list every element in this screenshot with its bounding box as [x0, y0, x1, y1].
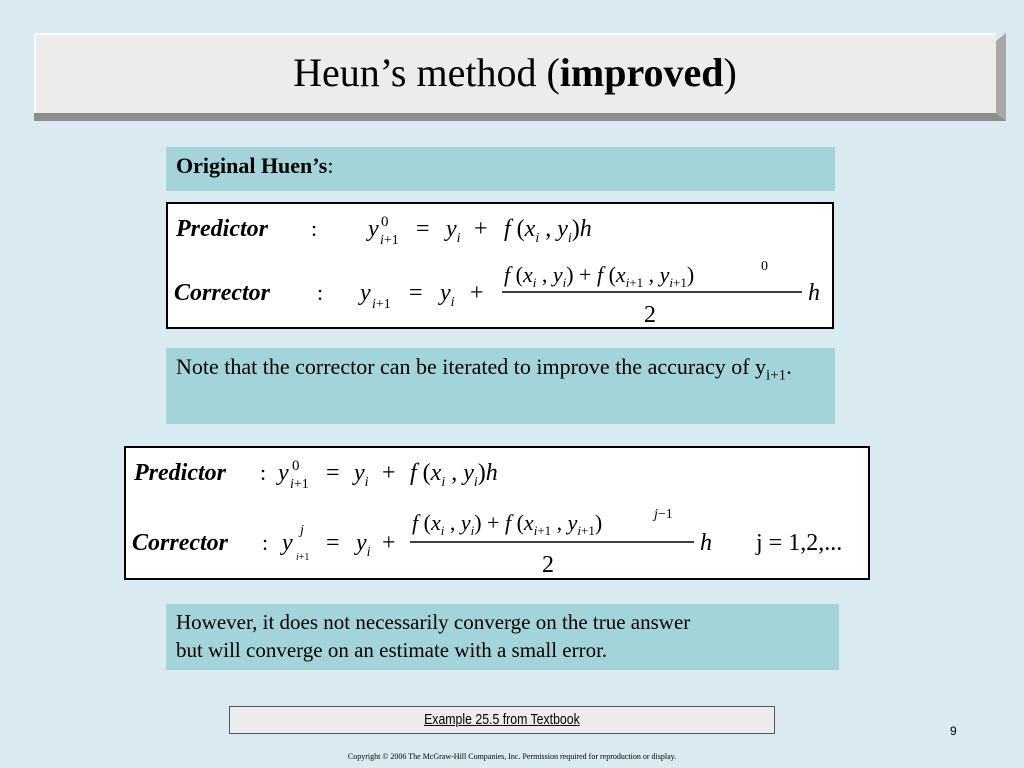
corr-plus: +	[470, 280, 484, 306]
page-title	[34, 33, 996, 113]
note-box	[166, 348, 835, 424]
corr2-h: h	[700, 530, 712, 556]
j-range: j = 1,2,...	[756, 530, 843, 556]
predictor-label-2: Predictor	[134, 460, 226, 486]
corr-h: h	[808, 280, 820, 306]
pred-f: f ($x_i$ , $y_i)h$	[504, 216, 592, 246]
title-bold: improved	[559, 50, 724, 95]
formula-improved-svg	[126, 448, 868, 578]
corr2-yi: $y_i$	[356, 530, 371, 560]
example-link-button[interactable]	[229, 706, 775, 734]
pred-sub-i1: i+1	[380, 233, 399, 248]
page-number: 9	[950, 724, 957, 738]
note-period: .	[786, 354, 792, 379]
pred2-sub-i1: i+1	[290, 477, 309, 492]
pred-sup-0: 0	[381, 214, 389, 230]
predictor-colon: :	[311, 216, 318, 241]
predictor-label: Predictor	[176, 216, 268, 242]
corr2-num-sup-j1: j−1	[654, 507, 673, 522]
however-line-1: However, it does not necessarily converge on the true answer	[176, 610, 691, 634]
note-text: Note that the corrector can be iterated to improve the accuracy of y	[176, 354, 767, 379]
corr2-denominator: 2	[542, 552, 554, 578]
corr2-plus: +	[382, 530, 396, 556]
example-link-text[interactable]: Example 25.5 from Textbook	[424, 711, 580, 728]
however-line-2: but will converge on an estimate with a small error.	[176, 638, 608, 662]
pred-y: y	[368, 216, 379, 242]
corr-sub-i1: i+1	[372, 297, 391, 312]
note-subscript: i+1	[766, 367, 787, 384]
title-text: Heun’s method (	[293, 50, 560, 95]
corr2-eq: =	[326, 530, 340, 556]
corr-y: y	[360, 280, 371, 306]
title-close: )	[723, 50, 737, 95]
pred2-y: y	[278, 460, 289, 486]
title-banner-bevel-right	[996, 33, 1006, 121]
pred2-f: f ($x_i$ , $y_i)h$	[410, 460, 498, 490]
title-banner-bevel-bottom	[34, 113, 1006, 121]
corrector-colon-2: :	[262, 530, 269, 555]
however-box	[166, 604, 839, 670]
pred-yi: $y_i$	[446, 216, 461, 246]
corr-numerator: f ($x_i$ , $y_i) + f$ ($x_{i+1}$ , $y_{i+1}$)	[504, 262, 695, 290]
pred-plus: +	[474, 216, 488, 242]
pred2-plus: +	[382, 460, 396, 486]
formula-box-improved	[124, 446, 870, 580]
formula-box-original	[166, 202, 834, 329]
formula-original-svg	[168, 204, 832, 327]
title-banner	[34, 33, 1006, 121]
corrector-label-2: Corrector	[132, 530, 228, 556]
original-huens-box	[166, 147, 835, 191]
predictor-colon-2: :	[260, 460, 267, 485]
corr2-sup-j: j	[300, 523, 304, 538]
corr-eq: =	[409, 280, 423, 306]
pred-eq: =	[416, 216, 430, 242]
corr2-numerator: f ($x_i$ , $y_i) + f$ ($x_{i+1}$ , $y_{i+1}$)	[412, 510, 603, 538]
corr2-y: y	[282, 530, 293, 556]
pred2-eq: =	[326, 460, 340, 486]
corr-yi: $y_i$	[440, 280, 455, 310]
corrector-colon: :	[317, 280, 324, 305]
pred2-sup-0: 0	[292, 458, 300, 474]
corr-num-sup-0: 0	[761, 259, 768, 274]
copyright-notice: Copyright © 2006 The McGraw-Hill Companies, Inc. Permission required for reproduction or display.	[347, 752, 677, 761]
corrector-label: Corrector	[174, 280, 270, 306]
original-huens-colon: :	[327, 153, 334, 178]
original-huens-label: Original Huen’s	[176, 153, 328, 178]
pred2-yi: $y_i$	[354, 460, 369, 490]
corr2-sub-i1: i+1	[296, 552, 310, 563]
corr-denominator: 2	[644, 302, 656, 327]
